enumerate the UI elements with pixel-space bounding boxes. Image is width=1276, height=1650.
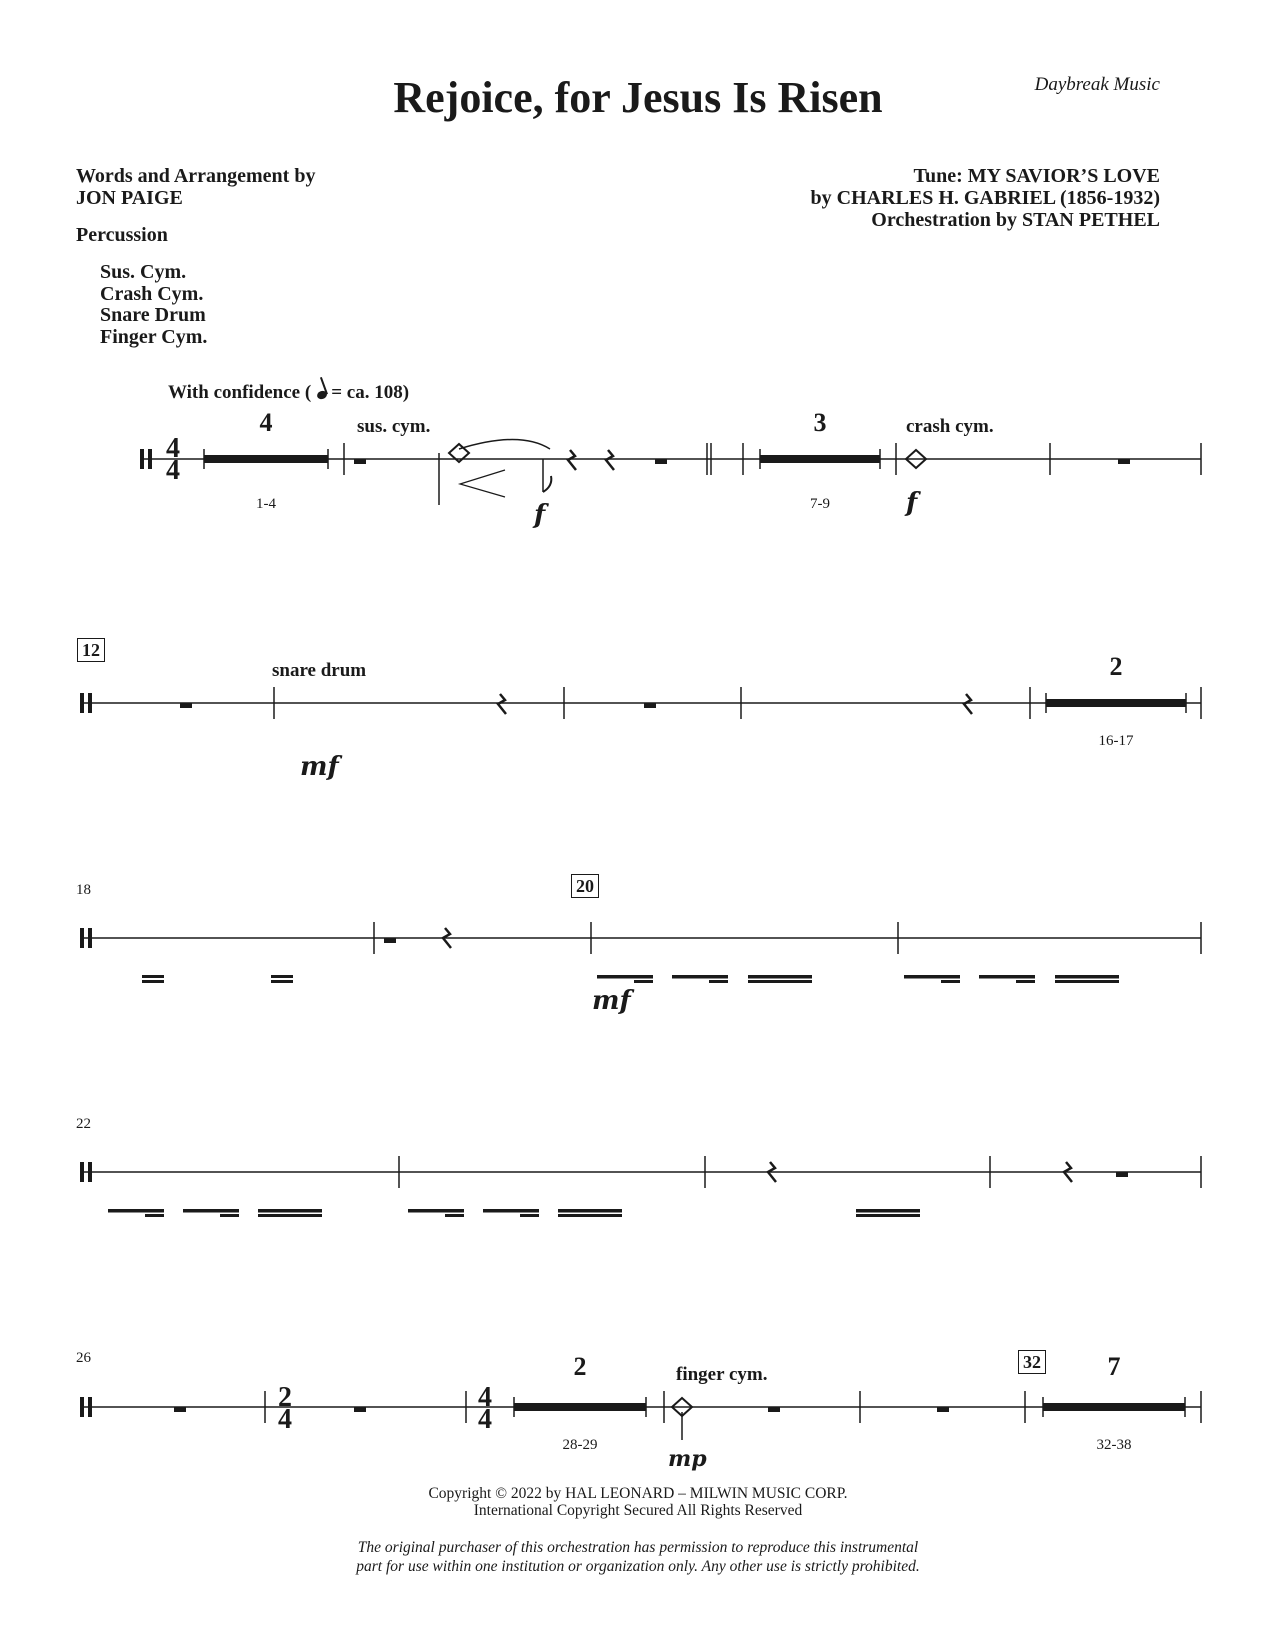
multirest-range: 1-4	[256, 496, 276, 512]
notice-line1: The original purchaser of this orchestration has permission to reproduce this instrumental	[357, 1539, 919, 1556]
dynamic-forte: f	[906, 488, 918, 518]
publisher-name: Daybreak Music	[1034, 74, 1160, 95]
rehearsal-mark: 12	[77, 638, 105, 662]
multirest-range: 7-9	[810, 496, 830, 512]
words-credit-line1: Words and Arrangement by	[76, 165, 316, 187]
staff-system-5	[80, 1391, 1201, 1440]
copyright-line1: Copyright © 2022 by HAL LEONARD – MILWIN MUSIC CORP.	[428, 1485, 848, 1502]
staff-system-4	[80, 1156, 1201, 1217]
tune-credit-line1: Tune: MY SAVIOR’S LOVE	[913, 165, 1160, 187]
staff-system-2	[80, 687, 1201, 719]
multirest-count: 2	[1109, 652, 1123, 681]
copyright-notice	[0, 1485, 1276, 1519]
multirest-count: 4	[259, 408, 273, 437]
time-signature-4-4: 4 4	[478, 1382, 492, 1435]
rehearsal-mark: 20	[571, 874, 599, 898]
time-signature-4-4: 4 4	[166, 433, 180, 486]
dynamic-forte: f	[534, 500, 546, 530]
multirest-range: 16-17	[1098, 733, 1134, 749]
reproduction-notice	[0, 1538, 1276, 1576]
tune-credit-line3: Orchestration by STAN PETHEL	[871, 209, 1160, 231]
multirest-range: 28-29	[562, 1437, 598, 1453]
sus-cym-direction: sus. cym.	[357, 416, 431, 437]
dynamic-mezzo-forte: mf	[300, 752, 339, 782]
instrument-item: Crash Cym.	[100, 282, 204, 305]
multirest-count: 3	[813, 408, 827, 437]
tempo-text: With confidence (	[168, 382, 312, 403]
multirest-range: 32-38	[1096, 1437, 1132, 1453]
staff-system-1	[140, 433, 1201, 506]
tempo-value: = ca. 108)	[331, 382, 410, 403]
snare-drum-direction: snare drum	[272, 660, 367, 681]
instrument-item: Finger Cym.	[100, 325, 208, 348]
instrument-item: Sus. Cym.	[100, 261, 187, 283]
instrument-name: Percussion	[76, 224, 168, 246]
multirest-count: 2	[573, 1352, 587, 1381]
multirest-count: 7	[1107, 1352, 1121, 1381]
dynamic-mezzo-forte: mf	[592, 986, 631, 1016]
rehearsal-mark: 32	[1018, 1350, 1046, 1374]
copyright-line2: International Copyright Secured All Rights Reserved	[473, 1502, 803, 1519]
dynamic-mezzo-piano: mp	[668, 1446, 707, 1472]
words-credit-line2: JON PAIGE	[76, 187, 183, 209]
measure-number: 18	[76, 882, 91, 898]
instrument-item: Snare Drum	[100, 304, 206, 326]
staff-system-3	[80, 922, 1201, 983]
measure-number: 26	[76, 1350, 91, 1366]
time-signature-2-4: 2 4	[278, 1382, 292, 1435]
notice-line2: part for use within one institution or organization only. Any other use is strictly prohibited.	[356, 1558, 920, 1575]
tune-credit-line2: by CHARLES H. GABRIEL (1856-1932)	[810, 187, 1160, 209]
page-title: Rejoice, for Jesus Is Risen	[393, 73, 883, 122]
crash-cym-direction: crash cym.	[906, 416, 994, 437]
finger-cym-direction: finger cym.	[676, 1364, 768, 1385]
measure-number: 22	[76, 1116, 91, 1132]
